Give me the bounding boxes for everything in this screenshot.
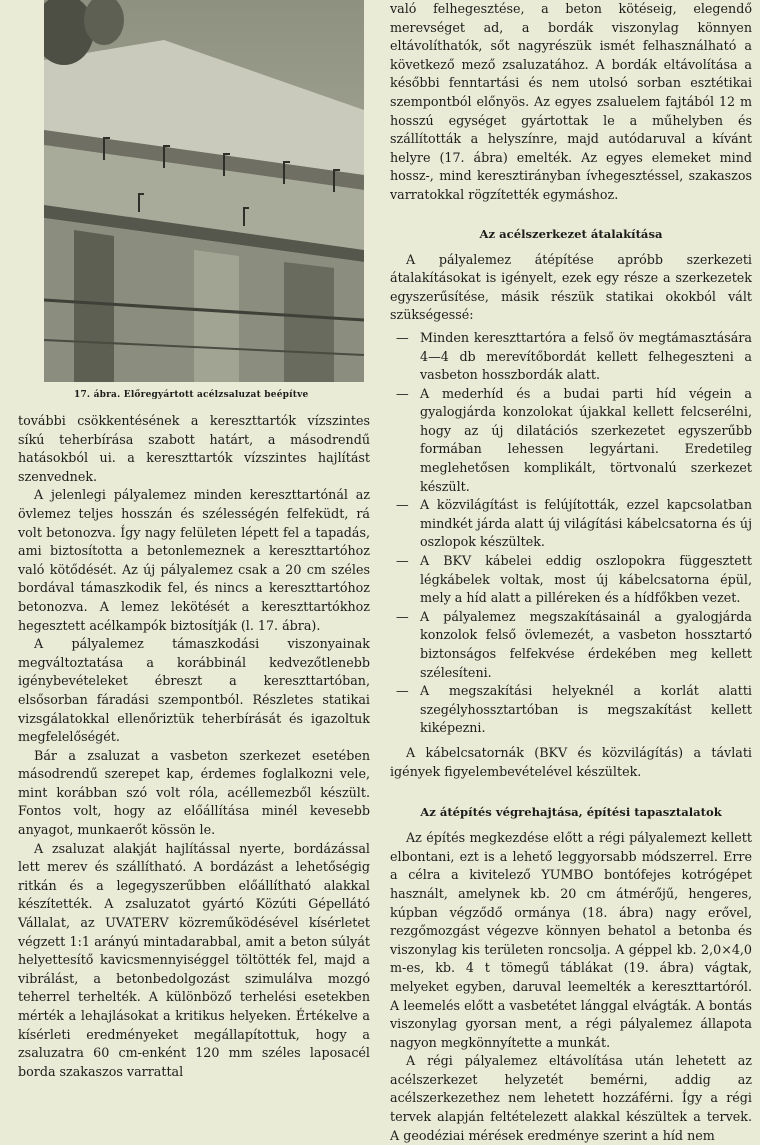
left-column	[18, 0, 370, 1081]
left-paragraph: A jelenlegi pályalemez minden kereszttartónál az övlemez teljes hosszán és szélességén felfeküdt, rá volt betonozva. Így nagy felületen lépett fel a tapadás, ami biztosította a betonlemeznek a kereszttartóhoz való kötődését. Az új pályalemez csak a 20 cm széles bordával támaszkodik fel, és nincs a kereszttartóhoz betonozva. A lemez lekötését a kereszttartókhoz hegesztett acélkampók biztosítják (l. 17. ábra).	[18, 487, 370, 633]
list-item	[390, 552, 752, 608]
dash-mark: —	[396, 683, 409, 699]
list-item-text: A megszakítási helyeknél a korlát alatti szegélyhossztartóban is megszakítást kellett kiképezni.	[420, 683, 752, 736]
dash-mark: —	[396, 608, 409, 624]
list-item	[390, 385, 752, 497]
dash-mark: —	[396, 553, 409, 569]
dash-list	[390, 329, 752, 738]
list-item-text: Minden kereszttartóra a felső öv megtámasztására 4—4 db merevítőbordát kellett felhegeszteni a vasbeton hosszbordák alatt.	[420, 329, 752, 383]
list-item-text: A mederhíd és a budai parti híd végein a gyalogjárda konzolokat újakkal kellett felcserélni, hogy az új dilatációs szerkezetet egyszerűbb formában lehessen legyártani. Eredetileg meglehetősen komplikált, törtvonalú szerkezet készült.	[420, 385, 752, 494]
steel-formwork-photo-icon	[44, 0, 364, 382]
figure-17-photo	[44, 0, 364, 382]
right-paragraph: A régi pályalemez eltávolítása után lehetett az acélszerkezet helyzetét bemérni, addig az acélszerkezethez nem lehetett hozzáférni. Így a régi tervek alapján feltételezett alakkal készültek a tervek. A geodéziai mérések eredménye szerint a híd nem	[390, 1053, 752, 1143]
left-paragraph: további csökkentésének a kereszttartók vízszintes síkú teherbírása szabott határt, a másodrendű hatásokból ui. a kereszttartók vízszintes hajlítást szenvednek.	[18, 413, 370, 484]
dash-mark: —	[396, 497, 409, 513]
list-item-text: A BKV kábelei eddig oszlopokra függesztett légkábelek voltak, most új kábelcsatorna épül, mely a híd alatt a pilléreken és a hídfőkben vezet.	[420, 553, 752, 606]
right-intro-paragraph: való felhegesztése, a beton kötéseig, elegendő merevséget ad, a bordák viszonylag könnyen eltávolíthatók, sőt nagyrészük ismét felhasználható a következő mező zsaluzatához. A bordák eltávolítása a későbbi fenntartási és nem utolsó sorban esztétikai szempontból előnyös. Az egyes zsaluelem fajtából 12 m hosszú egységet gyártottak le a műhelyben és szállították a helyszínre, majd autódaruval a kívánt helyre (17. ábra) emelték. Az egyes elemeket mind hossz-, mind keresztirányban ívhegesztéssel, szakaszos varratokkal rögzítették egymáshoz.	[390, 1, 752, 202]
list-item	[390, 496, 752, 552]
right-paragraph: A kábelcsatornák (BKV és közvilágítás) a távlati igények figyelembevételével készültek.	[390, 744, 752, 779]
list-item-text: A pályalemez megszakításainál a gyalogjárda konzolok felső övlemezét, a vasbeton hossztartó biztonságos felfekvése érdekében meg kellett szélesíteni.	[420, 608, 752, 680]
section-heading: Az acélszerkezet átalakítása	[479, 226, 663, 241]
right-paragraph: A pályalemez átépítése apróbb szerkezeti átalakításokat is igényelt, ezek egy része a szerkezetek egyszerűsítése, másik részük statikai okokból vált szükségessé:	[390, 251, 752, 323]
dash-mark: —	[396, 329, 409, 345]
left-paragraph: Bár a zsaluzat a vasbeton szerkezet esetében másodrendű szerepet kap, érdemes foglalkozni vele, mint korábban szó volt róla, acéllemezből készült. Fontos volt, hogy az előállítása minél kevesebb anyagot, munkaerőt kössön le.	[18, 747, 370, 838]
left-paragraph: A zsaluzat alakját hajlítással nyerte, bordázással lett merev és szállítható. A bordázást a lehetőségig ritkán és a legegyszerűbben előállítható alakkal készítették. A zsaluzatot gyártó Közúti Gépellátó Vállalat, az UVATERV közreműködésével kísérletet végzett 1:1 arányú mintadarabbal, amit a beton súlyát helyettesítő kavicsmennyiséggel töltötték fel, majd a vibrálást, a betonbedolgozást szimulálva mozgó teherrel terhelték. A különböző terhelési esetekben mérték a lehajlásokat a kritikus helyeken. Értékelve a kísérleti eredményeket megállapítottuk, hogy a zsaluzatra 60 cm-enként 120 mm széles laposacél borda szakaszos varrattal	[18, 840, 370, 1079]
list-item	[390, 608, 752, 682]
list-item	[390, 682, 752, 738]
list-item	[390, 329, 752, 385]
list-item-text: A közvilágítást is felújították, ezzel kapcsolatban mindkét járda alatt új világítási kábelcsatorna és új oszlopok készültek.	[420, 497, 752, 550]
section-heading: Az átépítés végrehajtása, építési tapasztalatok	[420, 805, 722, 820]
left-paragraph: A pályalemez támaszkodási viszonyainak megváltoztatása a korábbinál kedvezőtlenebb igénybevételeket ébreszt a kereszttartóban, elsősorban fáradási szempontból. Részletes statikai vizsgálatokkal ellenőriztük teherbírását és igazoltuk megfelelőségét.	[18, 636, 370, 745]
right-paragraph: Az építés megkezdése előtt a régi pályalemezt kellett elbontani, ezt is a lehető leggyorsabb módszerrel. Erre a célra a kivitelező YUMBO bontófejes kotrógépet használt, amelynek kb. 20 cm átmérőjű, hengeres, kúpban végződő ormánya (18. ábra) nagy erővel, rezgőmozgást végezve könnyen behatol a betonba és viszonylag kis területen roncsolja. A géppel kb. 2,0×4,0 m-es, kb. 4 t tömegű táblákat (19. ábra) vágtak, melyeket egyben, daruval leemelték a kereszttartóról. A leemelés előtt a vasbetétet lánggal elvágták. A bontás viszonylag gyorsan ment, a régi pályalemez állapota nagyon megkönnyítette a munkát.	[390, 830, 752, 1050]
figure-caption: 17. ábra. Előregyártott acélzsaluzat beépítve	[74, 390, 309, 400]
right-column	[390, 0, 752, 1145]
dash-mark: —	[396, 385, 409, 401]
